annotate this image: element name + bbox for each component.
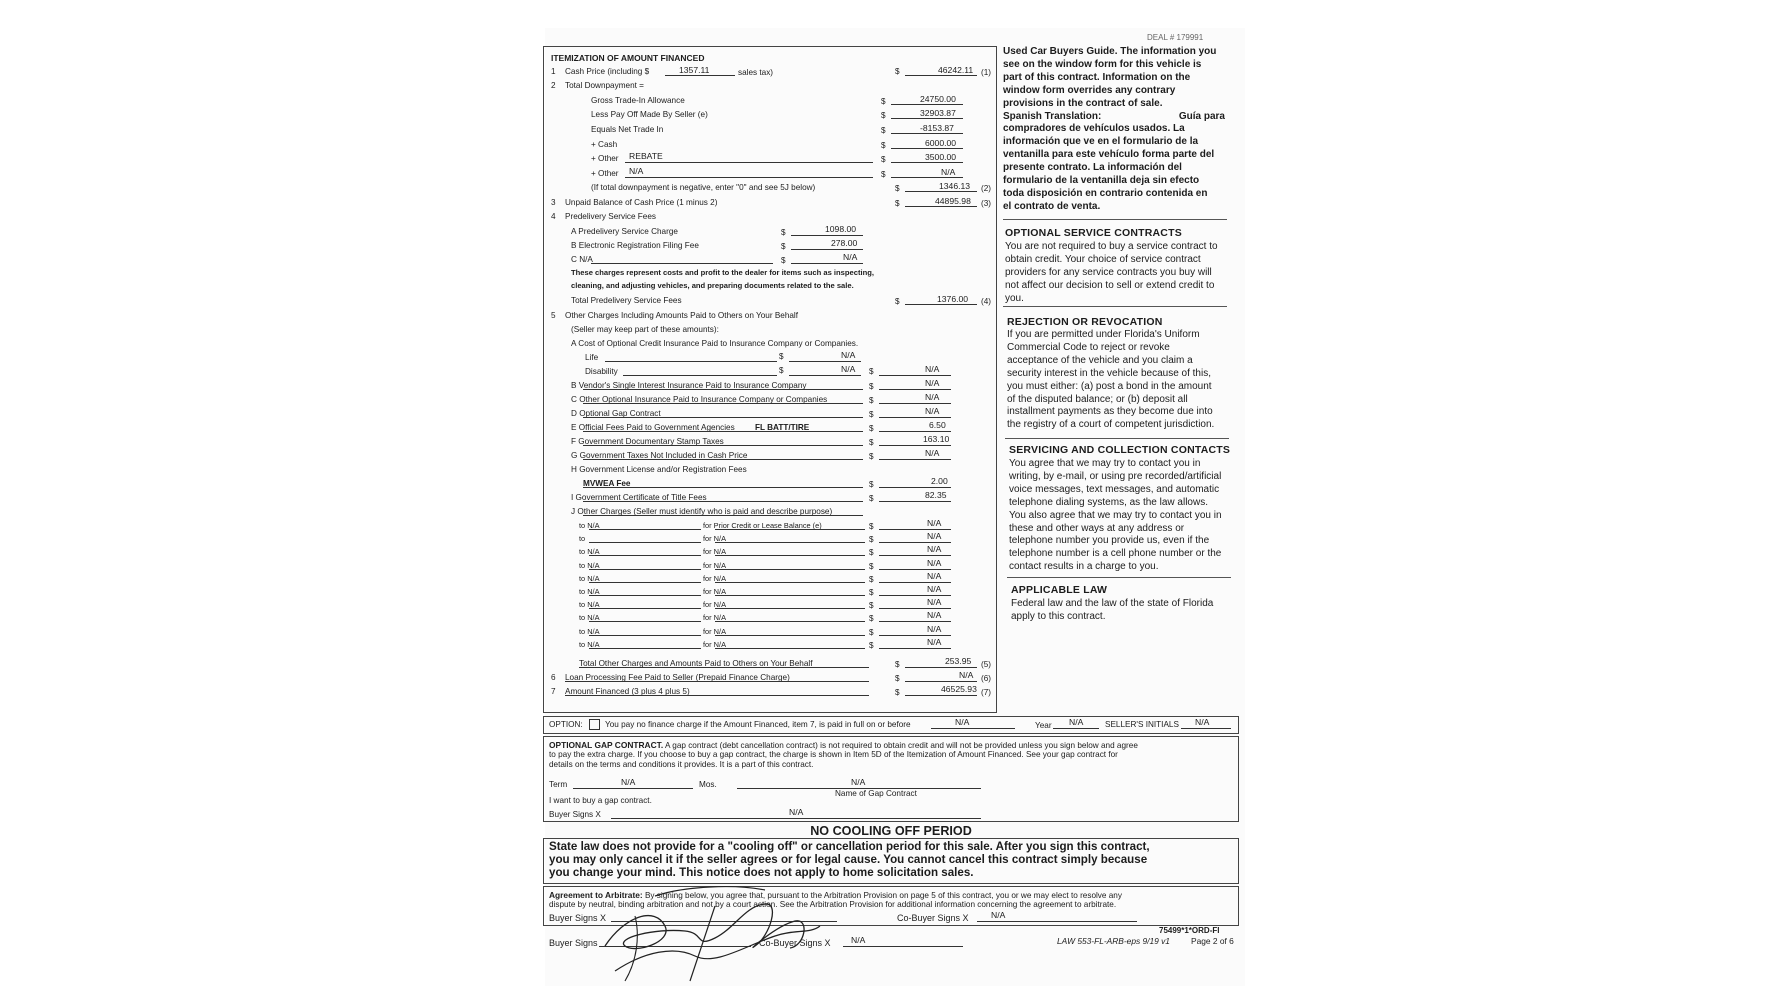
- other-charge-to-line: [589, 625, 701, 636]
- other-charge-to-line: [589, 545, 701, 556]
- other-charge-amount: N/A: [927, 623, 942, 634]
- arbitration-title: Agreement to Arbitrate:: [549, 890, 643, 900]
- mvwea-fee-label: MVWEA Fee: [583, 479, 631, 488]
- other-charge-to-line: [589, 519, 701, 530]
- other-charge-to-line: [589, 611, 701, 622]
- other-charge-for: for N/A: [703, 639, 726, 649]
- sales-tax-suffix: sales tax): [738, 68, 774, 77]
- option-year: N/A: [1069, 717, 1084, 727]
- other-charge-for-line: [715, 625, 865, 636]
- other-charge-for-line: [715, 559, 865, 570]
- cooling-off-text: State law does not provide for a "cooling off" or cancellation period for this sale. After you sign this contract, you may only cancel it if the seller agrees or for legal cause. You cannot cancel this contract simply because you change your mind. This notice does not apply to home solicitation sales.: [549, 840, 1150, 879]
- other-charge-for: for N/A: [703, 560, 726, 570]
- other-charge-dollar: $: [869, 522, 874, 531]
- cash-amount: 6000.00: [925, 138, 957, 148]
- other-charge-amount: N/A: [927, 570, 942, 581]
- other-charge-to-line: [589, 598, 701, 609]
- other-charge-to: to N/A: [579, 547, 600, 557]
- other-charge-dollar: $: [869, 640, 874, 650]
- payoff-amount: 32903.87: [920, 108, 956, 118]
- seller-initials: N/A: [1195, 717, 1210, 727]
- other-charge-for-line: [715, 638, 865, 649]
- other-charge-amount: N/A: [927, 531, 942, 542]
- other-rebate-desc: REBATE: [629, 151, 663, 161]
- other-charge-dollar: $: [869, 548, 874, 558]
- amount-financed-value: 46525.93: [941, 684, 977, 694]
- other-charge-dollar: $: [869, 601, 874, 611]
- life-insurance-amount: N/A: [841, 350, 856, 360]
- cooling-off-title: NO COOLING OFF PERIOD: [810, 824, 972, 838]
- other-charge-to-line: [589, 638, 701, 649]
- form-number: LAW 553-FL-ARB-eps 9/19 v1: [1057, 936, 1170, 946]
- gap-term: N/A: [621, 777, 636, 787]
- other-charge-to-line: [589, 532, 701, 543]
- service-contracts-text: You are not required to buy a service contract to obtain credit. Your choice of service contract providers for any service contracts you buy will not affect our decision to sell or extend credit to you.: [1005, 241, 1218, 304]
- line-2-label: Total Downpayment =: [565, 81, 644, 90]
- total-downpayment-amount: 1346.13: [939, 181, 971, 191]
- total-predelivery-amount: 1376.00: [937, 294, 969, 304]
- other-charge-to: to N/A: [579, 587, 600, 596]
- registration-fee-amount: 278.00: [831, 238, 858, 248]
- contract-page: DEAL # 179991 ITEMIZATION OF AMOUNT FINANCED 1 Cash Price (including $ 1357.11 sales tax) $ 46242.11 (1) 2 Total Downpayment = Gross Trade-In Allowance $ 24750.00 Less Pay Off Made By Seller (e) $ 32903.87 Equals Net Trade In $ -8153.87 + Cash $ 6000.00 + Other REBATE $ 3500.00 + Other N/A $ N/A (If total downpayment is negative, enter "0" and see 5J below) $ 1346.13 (2) 3 Unpaid Balance of Cash Price (1 minus 2) $ 44895.98 (3) 4 Predelivery Service Fees A Predelivery Service Charge $ 1098.00 B Electronic Registration Filing Fee $ 278.00 C N/A $ N/A These charges represent costs and profit to the dealer for items such as inspecting, cleaning, and adjusting vehicles, and preparing documents related to the sale. Total Predelivery Service Fees $ 1376.00 (4) 5 Other Charges Including Amounts Paid to Others on Your Behalf (Seller may keep part of these amounts): A Cost of Optional Credit Insurance Paid to Insurance Company or Companies. Life $ N/A Disability $ N/A $ N/A B Vendor's Single Interest Insurance Paid to Insurance Company $ N/A C Other Optional Insurance Paid to Insurance Company or Companies $ N/A D Optional Gap Contract $ N/A E Official Fees Paid to Government Agencies FL BATT/TIRE $ 6.50 F Government Documentary Stamp Taxes $ 163.10 G Government Taxes Not Included in Cash Price $ N/A H Government License and/or Registration Fees MVWEA Fee $ 2.00 I Government Certificate of Title Fees $ 82.35 J Other Charges (Seller must identify who is paid and describe purpose) to N/A for Prior Credit or Lease Balance (e) $ N/A to for N/A $ N/A to N/A for N/A $ N/A to N/A for N/A $ N/A to N/A for N/A $ N/A to N/A for N/A $ N/A to N/A for N/A $ N/A to N/A for N/A $ N/A to N/A for N/A $ N/A to N/A for N/A $ N/A Total Other Charges and Amounts Paid to Others on Your Behalf $ 253.95 (5) 6 Loan Processing Fee Paid to Seller (Prepaid Finance Charge) $ N/A (6) 7 Amount Financed (3 plus 4 plus 5) $ 46525.93 (7) Used Car Buyers Guide. The information you see on the window form for this vehicle is part of this contract. Information on the window form overrides any contrary provisions in the contract of sale. Spanish Translation: Guía para compradores de vehículos usados. La información que ve en el formulario de la ventanilla para este vehículo forma parte del presente contrato. La información del formulario de la ventanilla deja sin efecto toda disposición en contrario contenida en el contrato de venta. OPTIONAL SERVICE CONTRACTS You are not required to buy a service contract to obtain credit. Your choice of service contract providers for any service contracts you buy will not affect our decision to sell or extend credit to you. REJECTION OR REVOCATION If you are permitted under Florida's Uniform Commercial Code to reject or revoke acceptance of the vehicle and you claim a security interest in the vehicle because of this, you must either: (a) post a bond in the amount of the disputed balance; or (b) deposit all installment payments as they become due into the registry of a court of competent jurisdiction. SERVICING AND COLLECTION CONTACTS You agree that we may try to contact you in writing, by e-mail, or using pre recorded/artificial voice messages, text messages, and automatic telephone dialing systems, as the law allows. You also agree that we may try to contact you in these and other ways at any address or telephone number you provide us, even if the telephone number is a cell phone number or the contact results in a charge to you. APPLICABLE LAW Federal law and the law of the state of Florida apply to this contract. OPTION: You pay no finance charge if the Amount Financed, item 7, is paid in full on or before N/A Year N/A SELLER'S INITIALS N/A OPTIONAL GAP CONTRACT. A gap contract (debt cancellation contract) is not required to obtain credit and will not be provided unless you sign below and agree to pay the extra charge. If you choose to buy a gap contract, the charge is shown in Item 5D of the Itemization of Amount Financed. See your gap contract for details on the terms and conditions it provides. It is a part of this contract. Term N/A Mos. N/A Name of Gap Contract I want to buy a gap contract. Buyer Signs X N/A NO COOLING OFF PERIOD State law does not provide for a "cooling off" or cancellation period for this sale. After you sign this contract, you may only cancel it if the seller agrees or for legal cause. You cannot cancel this contract simply because you change your mind. This notice does not apply to home solicitation sales. Agreement to Arbitrate: By signing below, you agree that, pursuant to the Arbitration Provision on page 5 of this contract, you or we may elect to resolve any dispute by neutral, binding arbitration and not by a court action. See the Arbitration Provision for additional information concerning the agreement to arbitrate. Buyer Signs X Co-Buyer Signs X N/A Buyer Signs Co-Buyer Signs X N/A 75499*1*ORD-FI LAW 553-FL-ARB-eps 9/19 v1 Page 2 of 6: [545, 28, 1245, 986]
- itemization-title: ITEMIZATION OF AMOUNT FINANCED: [551, 53, 705, 63]
- other-charge-for: for N/A: [703, 573, 726, 583]
- sales-tax-value: 1357.11: [679, 65, 710, 75]
- arbitration-cobuyer-signature: N/A: [991, 910, 1006, 920]
- other-charge-amount: N/A: [927, 610, 942, 621]
- other-charge-for-line: [715, 545, 865, 556]
- buyers-guide-paragraph: Used Car Buyers Guide. The information you see on the window form for this vehicle is part of this contract. Information on the window form overrides any contrary provisions in the contract of sale. Spanish Translation: Guía para compradores de vehículos usados. La información que ve en el formulario de la ventanilla para este vehículo forma parte del presente contrato. La información del formulario de la ventanilla deja sin efecto toda disposición en contrario contenida en el contrato de venta.: [1003, 46, 1225, 212]
- other-charge-for: for N/A: [703, 626, 726, 636]
- other-charge-to: to N/A: [579, 521, 600, 530]
- line-1-label: Cash Price (including $: [565, 67, 650, 76]
- rejection-heading: REJECTION OR REVOCATION: [1007, 316, 1163, 328]
- other-charge-for: for N/A: [703, 534, 726, 544]
- total-other-charges-amount: 253.95: [945, 656, 972, 666]
- other-charge-to-line: [589, 585, 701, 596]
- other-charge-for-line: [715, 532, 865, 543]
- other-charge-dollar: $: [869, 588, 874, 597]
- deal-number: DEAL # 179991: [1147, 33, 1204, 42]
- other-charge-to: to N/A: [579, 626, 600, 636]
- gap-buyer-signature: N/A: [789, 807, 804, 817]
- footer-cobuyer-signature: N/A: [851, 935, 866, 945]
- other-charge-for-line: [715, 598, 865, 609]
- predelivery-charge-amount: 1098.00: [825, 224, 857, 234]
- servicing-text: You agree that we may try to contact you in writing, by e-mail, or using pre recorded/artificial voice messages, text messages, and automatic telephone dialing systems, as the law allows. You also agree that we may try to contact you in these and other ways at any address or telephone number you provide us, even if the telephone number is a cell phone number or the contact results in a charge to you.: [1009, 458, 1222, 573]
- other-charge-amount: N/A: [927, 518, 942, 528]
- other-charge-for: for N/A: [703, 547, 726, 557]
- other-charge-to: to: [579, 534, 586, 544]
- other-charge-for-line: [715, 585, 865, 596]
- option-date: N/A: [955, 717, 970, 727]
- negative-downpayment-note: (If total downpayment is negative, enter "0" and see 5J below): [591, 183, 816, 192]
- applicable-law-text: Federal law and the law of the state of Florida apply to this contract.: [1011, 598, 1214, 622]
- disability-insurance-amount: N/A: [841, 364, 856, 374]
- gross-trade-in-amount: 24750.00: [920, 94, 956, 104]
- servicing-heading: SERVICING AND COLLECTION CONTACTS: [1009, 444, 1231, 456]
- stamp-taxes-amount: 163.10: [923, 434, 950, 444]
- other-charge-for: for N/A: [703, 600, 726, 610]
- other-charge-for-line: [715, 611, 865, 622]
- option-checkbox[interactable]: [589, 719, 600, 730]
- official-fees-desc: FL BATT/TIRE: [755, 423, 810, 432]
- other-charge-amount: N/A: [927, 544, 942, 555]
- other-charge-to-line: [589, 572, 701, 583]
- buyers-guide-title: Used Car Buyers Guide.: [1003, 46, 1118, 57]
- other-charge-for-line: [715, 572, 865, 583]
- other-charge-for: for Prior Credit or Lease Balance (e): [703, 521, 822, 530]
- buyer-signature-image: [595, 876, 825, 986]
- other-charge-to: to N/A: [579, 573, 600, 583]
- gap-contract-title: OPTIONAL GAP CONTRACT.: [549, 740, 664, 750]
- other-charge-amount: N/A: [927, 584, 942, 594]
- gap-contract-name: N/A: [851, 777, 866, 787]
- form-id: 75499*1*ORD-FI: [1159, 926, 1220, 935]
- net-trade-in-amount: -8153.87: [920, 123, 954, 133]
- mvwea-fee-amount: 2.00: [931, 476, 948, 486]
- other-charge-amount: N/A: [927, 557, 942, 568]
- other-charge-dollar: $: [869, 627, 874, 637]
- rebate-amount: 3500.00: [925, 152, 957, 162]
- other-charge-for: for N/A: [703, 587, 726, 596]
- applicable-law-heading: APPLICABLE LAW: [1011, 584, 1108, 596]
- title-fees-amount: 82.35: [925, 490, 947, 500]
- other-charge-amount: N/A: [927, 597, 942, 608]
- other-charge-to: to N/A: [579, 613, 600, 623]
- other-charge-dollar: $: [869, 561, 874, 571]
- page-number: Page 2 of 6: [1191, 936, 1234, 946]
- other-charge-dollar: $: [869, 574, 874, 584]
- other-charge-for: for N/A: [703, 613, 726, 623]
- other-charge-to: to N/A: [579, 639, 600, 649]
- unpaid-balance-amount: 44895.98: [935, 196, 971, 206]
- other-charge-dollar: $: [869, 535, 874, 545]
- official-fees-amount: 6.50: [929, 420, 946, 430]
- other-charge-to: to N/A: [579, 560, 600, 570]
- other-charge-to: to N/A: [579, 600, 600, 610]
- service-contracts-heading: OPTIONAL SERVICE CONTRACTS: [1005, 227, 1182, 239]
- other-charge-to-line: [589, 559, 701, 570]
- other-charge-amount: N/A: [927, 636, 942, 647]
- cash-price-amount: 46242.11: [938, 65, 974, 75]
- spanish-translation-heading: Spanish Translation:: [1003, 110, 1102, 122]
- other-charge-for-line: [715, 519, 865, 530]
- other-charge-dollar: $: [869, 614, 874, 624]
- line-1-num: 1: [551, 67, 556, 76]
- rejection-text: If you are permitted under Florida's Uniform Commercial Code to reject or revoke acceptance of the vehicle and you claim a security interest in the vehicle because of this, you must either: (a) post a bond in the amount of the disputed balance; or (b) deposit all installment payments as they become due into the registry of a court of competent jurisdiction.: [1007, 329, 1215, 431]
